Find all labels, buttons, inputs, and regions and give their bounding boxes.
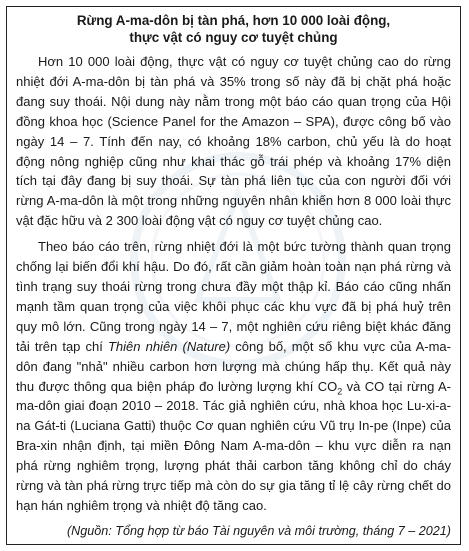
paragraph-2	[16, 237, 451, 516]
journal-name: Thiên nhiên (Nature)	[107, 338, 231, 354]
article-title	[16, 12, 451, 46]
paragraph-1: Hơn 10 000 loài động, thực vật có nguy cơ tuyệt chủng cao do rừng nhiệt đới A-ma-dôn bị tàn phá và 35% trong số này đã bị chặt phá hoặc đang suy thoái. Nội dung này nằm trong một báo cáo quan trọng của Hội đồng khoa học (Science Panel for the Amazon – SPA), được công bố vào ngày 14 – 7. Tính đến nay, có khoảng 18% carbon, chủ yếu là do hoạt động nông nghiệp cũng như khai thác gỗ trái phép và khoảng 17% diện tích tại đây đang bị suy thoái. Sự tàn phá liên tục của con người đối với rừng A-ma-dôn là một trong những nguyên nhân khiến hơn 8 000 loài thực vật đặc hữu và 2 300 loài động vật có nguy cơ tuyệt chủng cao.	[16, 54, 451, 229]
paragraph-2-part-c: và CO tại rừng A-ma-dôn giai đoạn 2010 – 2018. Tác giả nghiên cứu, nhà khoa học Lu-xi-a-na Gát-ti (Luciana Gatti) thuộc Cơ quan nghiên cứu Vũ trụ In-pe (Inpe) của Bra-xin nhận định, tại miền Đông Nam A-ma-dôn – khu vực diễn ra nạn phá rừng nghiêm trọng, lượng phát thải carbon tăng không chỉ do cháy rừng và tàn phá rừng trực tiếp mà còn do sự gia tăng tỉ lệ cây rừng chết do hạn hán nghiêm trọng và nhiệt độ tăng cao.	[16, 378, 451, 513]
title-line-2: thực vật có nguy cơ tuyệt chủng	[129, 30, 338, 45]
co2-subscript: 2	[337, 386, 343, 397]
paragraph-2-part-b: công bố, một số khu vực của A-ma-dôn đang "nhả" nhiều carbon hơn lượng mà chúng hấp thụ. Kết quả này thu được thông qua biện pháp đo lường lượng khí CO	[16, 338, 451, 394]
source-citation: (Nguồn: Tổng hợp từ báo Tài nguyên và môi trường, tháng 7 – 2021)	[66, 523, 451, 538]
paragraph-2-part-a: Theo báo cáo trên, rừng nhiệt đới là một bức tường thành quan trọng chống lại biến đổi khí hậu. Do đó, rất cần giảm hoàn toàn nạn phá rừng và tình trạng suy thoái rừng trong chưa đầy một thập kỉ. Báo cáo cũng nhấn mạnh tầm quan trọng của việc khôi phục các khu vực đã bị phá huỷ trên quy mô lớn. Cũng trong ngày 14 – 7, một nghiên cứu riêng biệt khác đăng tải trên tạp chí	[16, 239, 451, 354]
article-box	[6, 6, 461, 545]
title-line-1: Rừng A-ma-dôn bị tàn phá, hơn 10 000 loài động,	[76, 13, 391, 28]
